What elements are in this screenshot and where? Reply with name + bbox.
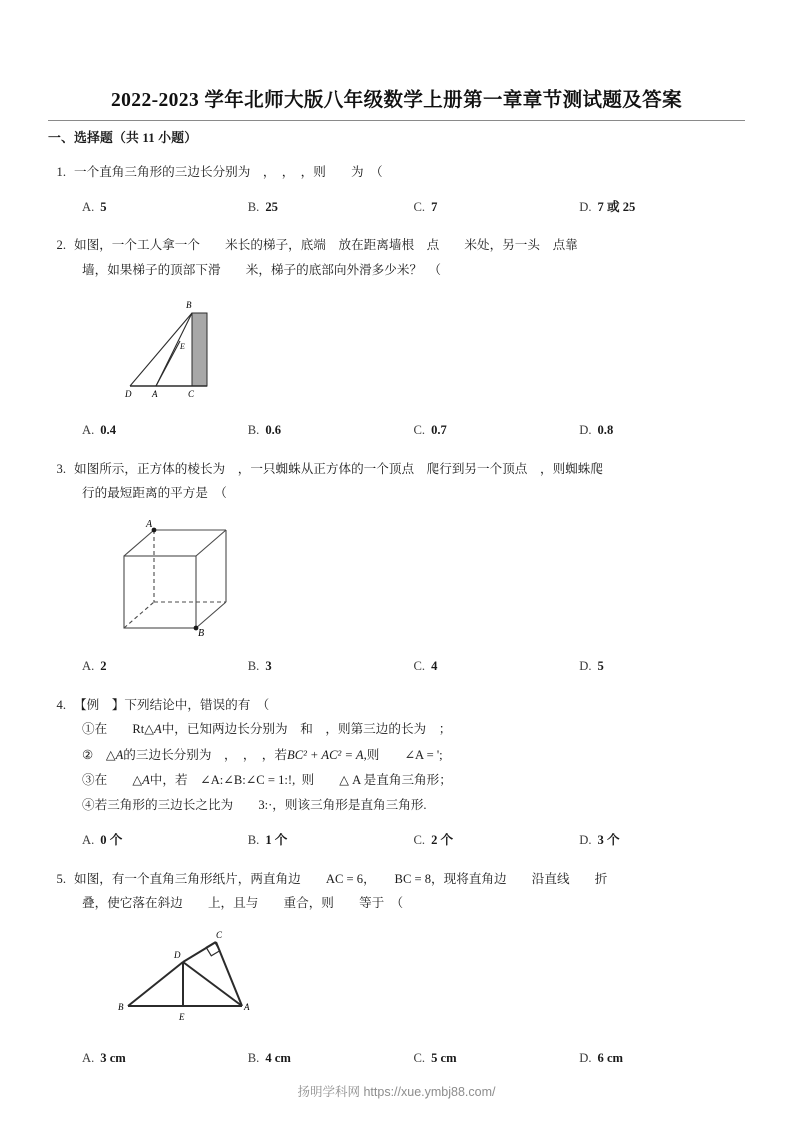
option-c-value: 2 个 <box>431 833 454 848</box>
option-a[interactable] <box>82 1046 248 1071</box>
item-2-tail: 则 ∠A = '; <box>366 747 443 762</box>
option-d[interactable] <box>579 195 745 220</box>
option-d-value: 0.8 <box>597 423 614 438</box>
item-4-text: 若三角形的三边长之比为 3:·，则该三角形是直角三角形. <box>94 797 427 812</box>
question-2-text-line-1: 如图，一个工人拿一个 米长的梯子，底端 放在距离墙根 点 米处，另一头 点靠 <box>74 238 578 253</box>
option-c-value: 4 <box>431 659 438 674</box>
option-c[interactable] <box>414 828 580 853</box>
folded-triangle-diagram <box>110 928 745 1037</box>
question-2-line-2 <box>48 258 745 283</box>
question-4-item-1 <box>82 717 745 742</box>
question-1-number: 1. <box>56 165 66 180</box>
question-2 <box>48 233 745 442</box>
title-divider <box>48 120 745 121</box>
vertex-A-dot <box>152 527 157 532</box>
question-5-options <box>82 1046 745 1071</box>
item-2-triangle: △ <box>105 747 116 762</box>
label-C: C <box>216 929 223 940</box>
option-a-label: A. <box>82 423 95 438</box>
question-5-line-2 <box>48 891 745 916</box>
label-E: E <box>180 341 185 351</box>
option-c[interactable] <box>414 654 580 679</box>
option-a-value: 5 <box>100 199 107 214</box>
label-A: A <box>146 518 153 530</box>
wall-rect <box>192 313 207 386</box>
label-A: A <box>244 1001 250 1012</box>
option-b-label: B. <box>247 199 260 214</box>
cube-hidden-edge-3 <box>124 602 154 628</box>
option-a-label: A. <box>82 659 95 674</box>
label-C: C <box>188 388 195 399</box>
cube-svg <box>110 518 250 636</box>
option-d-value: 5 <box>597 659 604 674</box>
label-B: B <box>198 627 205 636</box>
item-3-triangle: △ <box>132 772 143 787</box>
option-d-label: D. <box>579 423 592 438</box>
option-d-value: 6 cm <box>597 1051 624 1066</box>
option-c-label: C. <box>413 199 426 214</box>
option-c-label: C. <box>413 659 426 674</box>
question-4-text: 【例 】下列结论中，错误的有 （ <box>74 697 270 712</box>
item-1-text: 中，已知两边长分别为 和 ，则第三边的长为 ； <box>161 722 452 737</box>
option-b-value: 3 <box>265 659 272 674</box>
question-5-number: 5. <box>56 871 66 886</box>
item-3-prefix: 在 <box>94 772 133 787</box>
question-2-line-1 <box>48 233 745 258</box>
question-2-options <box>82 418 745 443</box>
item-2-prefix <box>93 748 106 762</box>
question-5-text-line-1: 如图，有一个直角三角形纸片，两直角边 AC = 6， BC = 8，现将直角边 沿直线 折 <box>74 871 608 886</box>
question-3-options <box>82 654 745 679</box>
option-d-label: D. <box>579 1051 592 1066</box>
ladder-wall-svg <box>110 295 260 400</box>
question-3-number: 3. <box>56 461 66 476</box>
option-b-value: 1 个 <box>265 833 288 848</box>
question-4-item-2 <box>82 743 745 768</box>
option-a-label: A. <box>82 199 95 214</box>
side-BD <box>128 962 183 1006</box>
question-1-text: 一个直角三角形的三边长分别为 ， ， ，则 为 （ <box>74 165 383 180</box>
option-c-label: C. <box>413 1051 426 1066</box>
option-a-label: A. <box>82 1051 95 1066</box>
option-b[interactable] <box>248 1046 414 1071</box>
option-c[interactable] <box>414 1046 580 1071</box>
option-c-label: C. <box>413 423 426 438</box>
option-a-label: A. <box>82 833 95 848</box>
item-1-prefix: 在 Rt <box>94 722 145 737</box>
option-d-value: 3 个 <box>597 833 620 848</box>
question-4-number: 4. <box>56 697 66 712</box>
option-d[interactable] <box>579 828 745 853</box>
item-2-marker: ② <box>82 747 94 762</box>
question-3-line-1 <box>48 457 745 482</box>
option-c-value: 5 cm <box>431 1051 457 1066</box>
ladder-segment <box>156 341 180 386</box>
question-4 <box>48 693 745 853</box>
question-4-options <box>82 828 745 853</box>
item-1-triangle: △ <box>144 722 154 737</box>
option-d[interactable] <box>579 654 745 679</box>
cube-edge-3 <box>196 602 226 628</box>
option-a[interactable] <box>82 418 248 443</box>
option-b[interactable] <box>248 195 414 220</box>
option-b[interactable] <box>248 828 414 853</box>
option-b-label: B. <box>247 1051 260 1066</box>
option-c-label: C. <box>413 833 426 848</box>
option-a[interactable] <box>82 828 248 853</box>
question-1-line-1 <box>48 160 745 185</box>
question-3-line-2 <box>48 481 745 506</box>
cube-edge-1 <box>124 530 154 556</box>
question-4-item-4 <box>82 793 745 818</box>
question-5-text-line-2: 叠，使它落在斜边 上，且与 重合，则 等于 （ <box>82 896 404 911</box>
option-b-value: 25 <box>265 199 278 214</box>
option-b-label: B. <box>247 833 260 848</box>
section-heading: 一、选择题（共 11 小题） <box>48 131 198 146</box>
folded-triangle-svg <box>110 928 270 1028</box>
question-5 <box>48 867 745 1071</box>
question-5-line-1 <box>48 867 745 892</box>
item-2-formula: BC² + AC² = A, <box>287 747 367 762</box>
cube-edge-2 <box>196 530 226 556</box>
option-d[interactable] <box>579 1046 745 1071</box>
label-D: D <box>125 388 132 399</box>
label-A: A <box>152 388 158 399</box>
site-footer: 扬明学科网 https://xue.ymbj88.com/ <box>297 1085 496 1099</box>
option-a[interactable] <box>82 195 248 220</box>
label-B: B <box>118 1001 124 1012</box>
question-1 <box>48 160 745 219</box>
cube-front-face <box>124 556 196 628</box>
question-1-options <box>82 195 745 220</box>
item-4-marker: ④ <box>82 797 95 812</box>
option-b[interactable] <box>248 654 414 679</box>
ladder-wall-diagram <box>110 295 745 409</box>
item-2-text: 的三边长分别为 ， ， ，若 <box>123 747 287 762</box>
question-2-text-line-2: 墙，如果梯子的顶部下滑 米，梯子的底部向外滑多少米？ （ <box>82 262 441 277</box>
question-3-text-line-1: 如图所示，正方体的棱长为 ，一只蜘蛛从正方体的一个顶点 爬行到另一个顶点 ，则蜘蛛爬 <box>74 461 603 476</box>
item-3-var: A <box>142 772 150 787</box>
option-a-value: 2 <box>100 659 107 674</box>
label-B: B <box>186 299 192 310</box>
option-c[interactable] <box>414 418 580 443</box>
option-b-value: 4 cm <box>265 1051 291 1066</box>
question-4-item-3 <box>82 768 745 793</box>
option-c-value: 7 <box>431 199 438 214</box>
label-E: E <box>179 1011 185 1022</box>
option-b-label: B. <box>247 423 260 438</box>
item-3-text: 中，若 ∠A:∠B:∠C = 1:!, 则 △ A 是直角三角形； <box>149 772 452 787</box>
question-2-number: 2. <box>56 238 66 253</box>
option-c[interactable] <box>414 195 580 220</box>
question-3 <box>48 457 745 679</box>
option-b-label: B. <box>247 659 260 674</box>
option-d-label: D. <box>579 659 592 674</box>
option-d[interactable] <box>579 418 745 443</box>
option-a-value: 3 cm <box>100 1051 126 1066</box>
label-D: D <box>174 949 181 960</box>
question-4-line-1 <box>48 693 745 718</box>
item-1-var: A <box>153 722 162 737</box>
option-a[interactable] <box>82 654 248 679</box>
item-2-var: A <box>115 747 124 762</box>
item-1-marker: ① <box>82 722 95 737</box>
option-b-value: 0.6 <box>265 423 282 438</box>
page-title: 2022-2023 学年北师大版八年级数学上册第一章章节测试题及答案 <box>111 90 682 111</box>
option-a-value: 0.4 <box>100 423 116 438</box>
cube-diagram <box>110 518 745 645</box>
option-c-value: 0.7 <box>431 423 447 438</box>
option-b[interactable] <box>248 418 414 443</box>
option-d-label: D. <box>579 833 592 848</box>
option-d-label: D. <box>579 199 592 214</box>
item-3-marker: ③ <box>82 772 95 787</box>
option-d-value: 7 或 25 <box>597 199 636 214</box>
question-3-text-line-2: 行的最短距离的平方是 （ <box>82 486 227 501</box>
option-a-value: 0 个 <box>100 833 123 848</box>
